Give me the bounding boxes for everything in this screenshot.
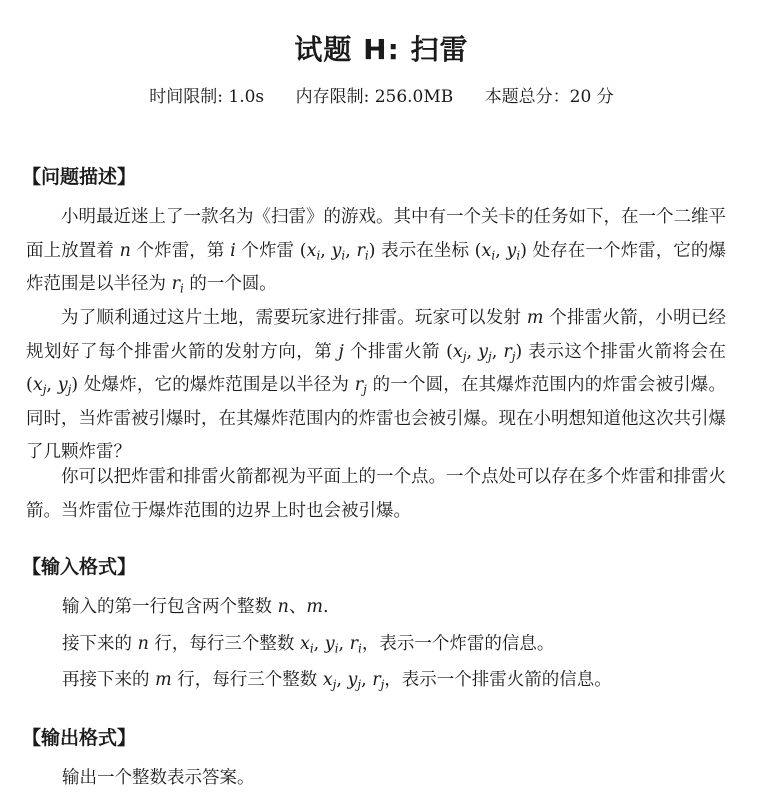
description-paragraph-2: 为了顺利通过这片土地，需要玩家进行排雷。玩家可以发射 m 个排雷火箭，小明已经规划好了每个排雷火箭的发射方向，第 j 个排雷火箭 ($x_j$, $y_j$, $r_j$) 表示这个排雷火箭将会在 ($x_j$, $y_j$) 处爆炸，它的爆炸范围是以半径为 $r_j$ 的一个圆，在其爆炸范围内的炸雷会被引爆。同时，当炸雷被引爆时，在其爆炸范围内的炸雷也会被引爆。现在小明想知道他这次共引爆了几颗炸雷？ bbox=[26, 308, 727, 462]
total-score: 本题总分：20 分 bbox=[484, 87, 614, 107]
input-format-line-2: 接下来的 n 行，每行三个整数 $x_i$, $y_i$, $r_i$，表示一个炸雷的信息。 bbox=[62, 634, 555, 656]
description-paragraph-3: 你可以把炸雷和排雷火箭都视为平面上的一个点。一个点处可以存在多个炸雷和排雷火箭。当炸雷位于爆炸范围的边界上时也会被引爆。 bbox=[26, 467, 726, 521]
description-heading: 【问题描述】 bbox=[22, 166, 137, 188]
input-format-heading: 【输入格式】 bbox=[22, 556, 137, 578]
page-title: 试题 H: 扫雷 bbox=[294, 33, 469, 66]
description-paragraph-1: 小明最近迷上了一款名为《扫雷》的游戏。其中有一个关卡的任务如下，在一个二维平面上放置着 n 个炸雷，第 i 个炸雷 ($x_i$, $y_i$, $r_i$) 表示在坐标 ($x_i$, $y_i$) 处存在一个炸雷，它的爆炸范围是以半径为 $r_i$ 的一个圆。 bbox=[26, 207, 726, 296]
memory-limit: 内存限制: 256.0MB bbox=[295, 87, 454, 107]
output-format-line-1: 输出一个整数表示答案。 bbox=[62, 768, 255, 788]
time-limit: 时间限制: 1.0s bbox=[149, 87, 265, 107]
output-format-heading: 【输出格式】 bbox=[22, 727, 137, 749]
input-format-line-1: 输入的第一行包含两个整数 n、m. bbox=[62, 597, 329, 617]
problem-meta bbox=[0, 82, 763, 107]
input-format-line-3: 再接下来的 m 行，每行三个整数 $x_j$, $y_j$, $r_j$，表示一个排雷火箭的信息。 bbox=[62, 670, 612, 692]
